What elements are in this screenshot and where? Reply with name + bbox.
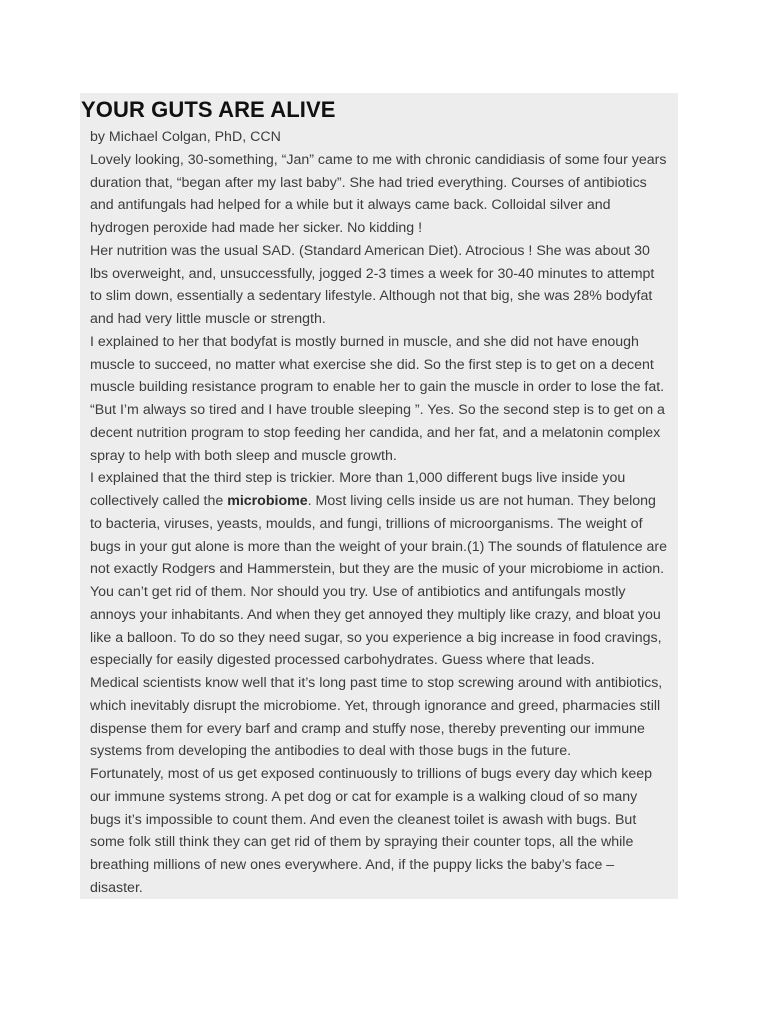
text-line: Fortunately, most of us get exposed continuously to trillions of bugs every day which keep [90, 766, 653, 782]
text-line: muscle to succeed, no matter what exercise she did. So the first step is to get on a decent [90, 356, 654, 373]
text-line: like a balloon. To do so they need sugar, so you experience a big increase in food cravings, [90, 629, 662, 646]
text-line: our immune systems strong. A pet dog or cat for example is a walking cloud of so many [90, 788, 638, 805]
text-line: muscle building resistance program to enable her to gain the muscle in order to lose the fat. [90, 379, 665, 396]
text-line: especially for easily digested processed carbohydrates. Guess where that leads. [90, 652, 595, 669]
text-line: to bacteria, viruses, yeasts, moulds, and fungi, trillions of microorganisms. The weight of [90, 515, 643, 532]
text-line: Her nutrition was the usual SAD. (Standard American Diet). Atrocious ! She was about 30 [90, 242, 650, 259]
text-line: I explained to her that bodyfat is mostly burned in muscle, and she did not have enough [90, 333, 639, 350]
text-line: dispense them for every barf and cramp and stuffy nose, thereby preventing our immune [90, 720, 645, 737]
text-line: duration that, “began after my last baby”. She had tried everything. Courses of antibiotics [90, 174, 647, 191]
text-line: You can’t get rid of them. Nor should you try. Use of antibiotics and antifungals mostly [90, 584, 626, 600]
text-line: annoys your inhabitants. And when they get annoyed they multiply like crazy, and bloat you [90, 606, 661, 623]
text-line: breathing millions of new ones everywhere. And, if the puppy licks the baby’s face – [90, 857, 615, 873]
text-segment: . Most living cells inside us are not human. They belong [307, 493, 656, 509]
text-line: and had very little muscle or strength. [90, 311, 326, 327]
article-body [90, 126, 690, 900]
microbiome-line [90, 490, 690, 513]
text-line: bugs in your gut alone is more than the weight of your brain.(1) The sounds of flatulence are [90, 538, 668, 555]
text-line: decent nutrition program to stop feeding her candida, and her fat, and a melatonin complex [90, 424, 661, 441]
text-line: “But I’m always so tired and I have trouble sleeping ”. Yes. So the second step is to get on a [90, 402, 665, 418]
text-line: systems from developing the antibodies to deal with those bugs in the future. [90, 743, 572, 760]
text-line: which inevitably disrupt the microbiome. Yet, through ignorance and greed, pharmacies still [90, 697, 661, 714]
text-line: to slim down, essentially a sedentary lifestyle. Although not that big, she was 28% bodyfat [90, 288, 653, 305]
text-segment: collectively called the [90, 493, 228, 509]
byline: by Michael Colgan, PhD, CCN [90, 129, 281, 145]
microbiome-term: microbiome [227, 493, 308, 509]
text-line: hydrogen peroxide had made her sicker. No kidding ! [90, 220, 423, 236]
text-line: Lovely looking, 30-something, “Jan” came to me with chronic candidiasis of some four years [90, 151, 667, 168]
text-line: Medical scientists know well that it’s long past time to stop screwing around with antibiotics, [90, 675, 663, 691]
text-line: I explained that the third step is trickier. More than 1,000 different bugs live inside you [90, 470, 626, 487]
text-line: lbs overweight, and, unsuccessfully, jogged 2-3 times a week for 30-40 minutes to attempt [90, 265, 655, 282]
text-line: bugs it’s impossible to count them. And even the cleanest toilet is awash with bugs. But [90, 811, 637, 828]
text-line: some folk still think they can get rid of them by spraying their counter tops, all the while [90, 834, 634, 851]
text-line: and antifungals had helped for a while but it always came back. Colloidal silver and [90, 197, 611, 214]
text-line: spray to help with both sleep and muscle growth. [90, 447, 397, 464]
text-line: not exactly Rodgers and Hammerstein, but they are the music of your microbiome in action. [90, 561, 665, 578]
article-title: YOUR GUTS ARE ALIVE [81, 97, 336, 122]
text-line: disaster. [90, 879, 143, 896]
